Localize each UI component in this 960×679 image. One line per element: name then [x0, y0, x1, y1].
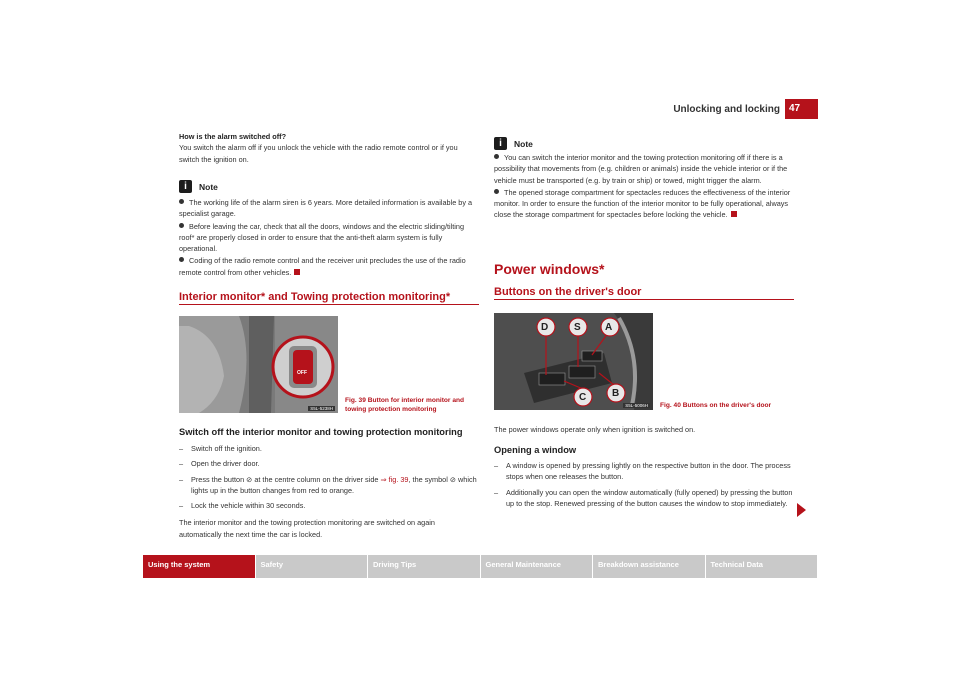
figure-code: S5L-5006H — [625, 403, 648, 408]
subheading-opening-window: Opening a window — [494, 445, 577, 455]
bullet-icon — [179, 199, 184, 204]
tab-using-the-system[interactable]: Using the system — [143, 555, 256, 578]
step-item: – A window is opened by pressing lightly on the respective button in the door. The process stops when one releases the button. — [494, 461, 791, 482]
label-a: A — [605, 322, 613, 333]
next-page-arrow-icon[interactable] — [797, 503, 806, 517]
step-item: – Open the driver door. — [179, 459, 260, 469]
seat-illustration — [179, 316, 338, 413]
tab-general-maintenance[interactable]: General Maintenance — [481, 555, 594, 578]
note-heading-right — [494, 137, 533, 150]
car-symbol-icon: ⊘ — [449, 474, 456, 484]
power-windows-intro: The power windows operate only when ignition is switched on. — [494, 425, 696, 434]
chapter-title: Unlocking and locking — [673, 104, 780, 115]
section-title-power-windows: Power windows* — [494, 261, 605, 277]
note-label: Note — [514, 138, 533, 149]
label-s: S — [574, 322, 581, 333]
left-column — [179, 131, 479, 165]
tab-driving-tips[interactable]: Driving Tips — [368, 555, 481, 578]
step-item: – Lock the vehicle within 30 seconds. — [179, 501, 306, 511]
figure-39-link[interactable]: ⇒ fig. 39 — [380, 474, 409, 484]
closing-text: The interior monitor and the towing protection monitoring are switched on again automatically the next time the car is locked. — [179, 518, 435, 539]
step-item: – Switch off the ignition. — [179, 444, 262, 453]
figure-40 — [494, 313, 653, 410]
notes-left — [179, 197, 479, 278]
note-item: Before leaving the car, check that all the doors, windows and the electric sliding/tilting roof* are properly closed in order to ensure that the anti-theft alarm system is fully operational. — [179, 221, 465, 254]
bullet-icon — [494, 189, 499, 194]
alarm-question: How is the alarm switched off? — [179, 132, 287, 141]
note-item: Coding of the radio remote control and the receiver unit precludes the use of the radio remote control from other vehicles. — [179, 256, 466, 277]
subsection-title-driver-door: Buttons on the driver's door — [494, 286, 642, 298]
section-rule — [179, 304, 479, 305]
step-item: – Press the button ⊘ at the centre column on the driver side ⇒ fig. 39, the symbol ⊘ which lights up in the button changes from red to orange. — [179, 474, 477, 495]
section-rule — [494, 299, 794, 300]
bullet-icon — [494, 154, 499, 159]
label-b: B — [612, 388, 620, 399]
label-c: C — [579, 392, 587, 403]
off-button-label: OFF — [297, 370, 307, 376]
notes-right — [494, 152, 794, 221]
step-item: – Additionally you can open the window automatically (fully opened) by pressing the button up to the stop. Renewed pressing of the button causes the window to stop immediately. — [494, 487, 793, 508]
page-number: 47 — [785, 99, 818, 119]
note-item: The working life of the alarm siren is 6 years. More detailed information is available by a specialist garage. — [179, 198, 473, 219]
note-item: You can switch the interior monitor and the towing protection monitoring off if there is a possibility that movements from (e.g. children or animals) inside the vehicle interior or if the vehicle must be transported (e.g. by train or ship) or towed, might trigger the alarm. — [494, 153, 788, 185]
bullet-icon — [179, 223, 184, 228]
info-icon: i — [494, 137, 507, 150]
note-label: Note — [199, 181, 218, 192]
footer-nav — [143, 555, 818, 578]
tab-safety[interactable]: Safety — [256, 555, 369, 578]
figure-39 — [179, 316, 338, 413]
figure-40-caption: Fig. 40 Buttons on the driver's door — [660, 402, 772, 409]
steps-right — [494, 460, 794, 509]
note-heading-left — [179, 180, 218, 193]
info-icon: i — [179, 180, 192, 193]
figure-code: S5L-5238H — [310, 406, 333, 411]
note-item: The opened storage compartment for spectacles reduces the effectiveness of the interior monitor. In order to ensure the function of the interior monitor to be fully operational, always close the storage compartment for spectacles before locking the vehicle. — [494, 187, 791, 220]
end-mark-icon — [294, 269, 300, 275]
label-d: D — [541, 322, 549, 333]
alarm-text: You switch the alarm off if you unlock the vehicle with the radio remote control or if you switch the ignition on. — [179, 143, 458, 164]
figure-39-caption: Fig. 39 Button for interior monitor and towing protection monitoring — [345, 397, 465, 413]
tab-technical-data[interactable]: Technical Data — [706, 555, 819, 578]
subheading-switch-off: Switch off the interior monitor and towing protection monitoring — [179, 427, 463, 437]
car-symbol-icon: ⊘ — [246, 474, 253, 484]
steps-left — [179, 443, 479, 540]
bullet-icon — [179, 257, 184, 262]
section-title-interior-monitor: Interior monitor* and Towing protection monitoring* — [179, 291, 451, 303]
end-mark-icon — [731, 211, 737, 217]
tab-breakdown-assistance[interactable]: Breakdown assistance — [593, 555, 706, 578]
